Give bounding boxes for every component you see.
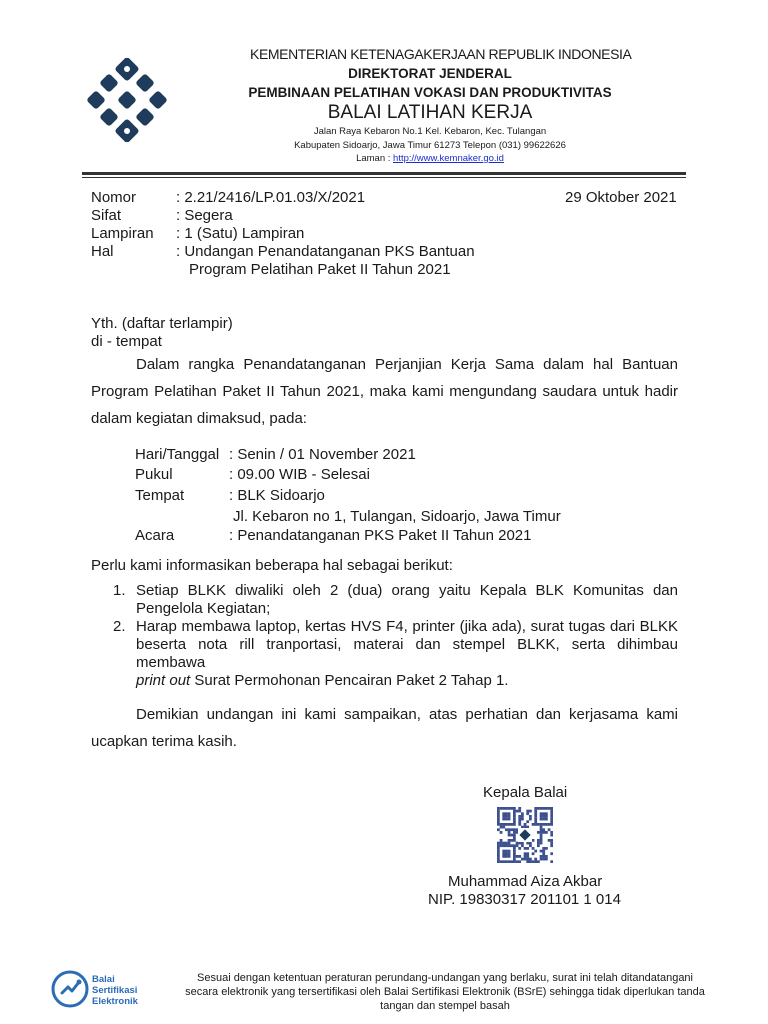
list-item-1-number: 1. [113, 582, 126, 599]
bsre-logo-icon [51, 970, 89, 1008]
esign-notice-line-1: Sesuai dengan ketentuan peraturan perundang-undangan yang berlaku, surat ini telah ditandatangani [197, 972, 693, 984]
list-item-1 [136, 582, 678, 618]
esign-notice-line-3: tangan dan stempel basah [380, 1000, 510, 1012]
header-rule-thin [82, 177, 686, 178]
list-item-2-line-2: beserta nota rill tranportasi, materai dan stempel BLKK, serta dihimbau membawa [136, 636, 678, 671]
bsre-wordmark [92, 974, 138, 1007]
intro-line-3: dalam kegiatan dimaksud, pada: [91, 410, 307, 427]
closing-paragraph [91, 701, 678, 755]
signatory-name: Muhammad Aiza Akbar [448, 873, 603, 890]
recipient-place: di - tempat [91, 333, 162, 350]
schedule-day-value: : Senin / 01 November 2021 [229, 446, 416, 463]
list-item-2-line-1: Harap membawa laptop, kertas HVS F4, printer (jika ada), surat tugas dari BLKK [136, 618, 678, 635]
website-label: Laman : [356, 153, 391, 164]
nomor-label: Nomor [91, 189, 137, 206]
list-item-1-line-2: Pengelola Kegiatan; [136, 600, 271, 617]
closing-line-1: Demikian undangan ini kami sampaikan, atas perhatian dan kerjasama kami [136, 706, 678, 723]
print-out-emphasis: print out [136, 672, 191, 689]
info-intro: Perlu kami informasikan beberapa hal sebagai berikut: [91, 557, 453, 574]
qr-code-icon [497, 807, 553, 863]
website-line [250, 153, 610, 164]
hal-value: : Undangan Penandatanganan PKS Bantuan [176, 243, 475, 260]
esign-notice [150, 971, 740, 1013]
schedule-time-value: : 09.00 WIB - Selesai [229, 466, 370, 483]
address-line-2: Kabupaten Sidoarjo, Jawa Timur 61273 Telepon (031) 99622626 [294, 140, 566, 151]
division-name: PEMBINAAN PELATIHAN VOKASI DAN PRODUKTIVITAS [248, 85, 612, 100]
intro-paragraph [91, 351, 678, 432]
list-item-2 [136, 618, 678, 690]
list-item-2-line-3 [136, 672, 678, 690]
list-item-1-line-1: Setiap BLKK diwaliki oleh 2 (dua) orang yaitu Kepala BLK Komunitas dan [136, 582, 678, 599]
office-name: BALAI LATIHAN KERJA [327, 102, 533, 123]
sifat-label: Sifat [91, 207, 122, 224]
schedule-event-label: Acara [135, 527, 175, 544]
schedule-event-value: : Penandatanganan PKS Paket II Tahun 2021 [229, 527, 532, 544]
signatory-nip: NIP. 19830317 201101 1 014 [428, 891, 621, 908]
recipient-line: Yth. (daftar terlampir) [91, 315, 233, 332]
schedule-place-label: Tempat [135, 487, 185, 504]
header-rule-thick [82, 172, 686, 175]
hal-value-continued: Program Pelatihan Paket II Tahun 2021 [189, 261, 451, 278]
bsre-word-2: Sertifikasi [92, 985, 138, 996]
bsre-word-1: Balai [92, 974, 115, 985]
esign-notice-line-2: secara elektronik yang tersertifikasi oleh Balai Sertifikasi Elektronik (BSrE) sehingga tidak diperlukan tanda [185, 986, 705, 998]
sifat-value: : Segera [176, 207, 233, 224]
kemnaker-logo-icon [85, 58, 169, 142]
website-link[interactable]: http://www.kemnaker.go.id [393, 153, 504, 164]
address-line-1: Jalan Raya Kebaron No.1 Kel. Kebaron, Kec. Tulangan [313, 126, 547, 137]
hal-label: Hal [91, 243, 114, 260]
schedule-day-label: Hari/Tanggal [135, 446, 220, 463]
lampiran-value: : 1 (Satu) Lampiran [176, 225, 305, 242]
directorate-name: DIREKTORAT JENDERAL [348, 66, 512, 81]
bsre-word-3: Elektronik [92, 996, 138, 1007]
schedule-place-value: : BLK Sidoarjo [229, 487, 325, 504]
closing-line-2: ucapkan terima kasih. [91, 733, 237, 750]
ministry-name: KEMENTERIAN KETENAGAKERJAAN REPUBLIK INDONESIA [250, 46, 632, 62]
list-item-2-number: 2. [113, 618, 126, 635]
nomor-value: : 2.21/2416/LP.01.03/X/2021 [176, 189, 366, 206]
intro-line-1: Dalam rangka Penandatanganan Perjanjian Kerja Sama dalam hal Bantuan [136, 356, 678, 373]
schedule-time-label: Pukul [135, 466, 173, 483]
intro-line-2: Program Pelatihan Paket II Tahun 2021, maka kami mengundang saudara untuk hadir [91, 383, 678, 400]
letter-date: 29 Oktober 2021 [565, 189, 677, 206]
lampiran-label: Lampiran [91, 225, 154, 242]
schedule-place-address: Jl. Kebaron no 1, Tulangan, Sidoarjo, Jawa Timur [233, 508, 561, 525]
signatory-title: Kepala Balai [483, 784, 568, 801]
list-item-2-line-3-rest: Surat Permohonan Pencairan Paket 2 Tahap 1. [190, 672, 509, 689]
